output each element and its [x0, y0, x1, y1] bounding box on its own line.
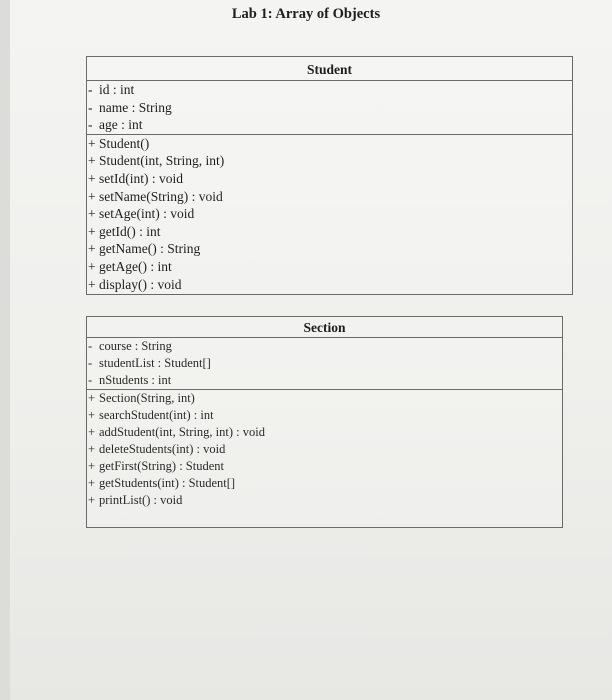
- class-box-section: [86, 316, 563, 528]
- attribute-row: - studentList : Student[]: [88, 356, 211, 370]
- method-row: + getFirst(String) : Student: [88, 459, 224, 473]
- method-row: + setId(int) : void: [88, 170, 183, 186]
- attribute-row: - id : int: [88, 82, 135, 97]
- methods-compartment: [87, 135, 572, 293]
- attribute-row: - name : String: [88, 99, 172, 115]
- method-row: + deleteStudents(int) : void: [88, 442, 226, 456]
- method-row: + getStudents(int) : Student[]: [88, 476, 236, 490]
- method-row: + Student(): [88, 135, 150, 151]
- attribute-row: - nStudents : int: [88, 373, 172, 387]
- method-row: + getId() : int: [88, 223, 161, 239]
- attributes-compartment: [87, 81, 572, 135]
- class-name: Section: [87, 317, 562, 338]
- method-row: + Section(String, int): [88, 391, 195, 405]
- method-row: + display() : void: [88, 276, 182, 292]
- method-row: + getAge() : int: [88, 258, 172, 274]
- method-row: + Student(int, String, int): [88, 153, 225, 169]
- attribute-row: - age : int: [88, 117, 143, 133]
- method-row: + setAge(int) : void: [88, 206, 195, 222]
- method-row: + addStudent(int, String, int) : void: [88, 425, 265, 439]
- page-title: Lab 1: Array of Objects: [231, 6, 381, 22]
- method-row: + searchStudent(int) : int: [88, 408, 214, 422]
- attributes-compartment: [87, 338, 562, 390]
- method-row: + setName(String) : void: [88, 188, 223, 204]
- method-row: + getName() : String: [88, 241, 201, 257]
- method-row: + printList() : void: [88, 493, 183, 507]
- methods-compartment: [87, 390, 562, 509]
- class-name: Student: [87, 57, 572, 81]
- attribute-row: - course : String: [88, 339, 172, 353]
- class-box-student: [86, 56, 573, 295]
